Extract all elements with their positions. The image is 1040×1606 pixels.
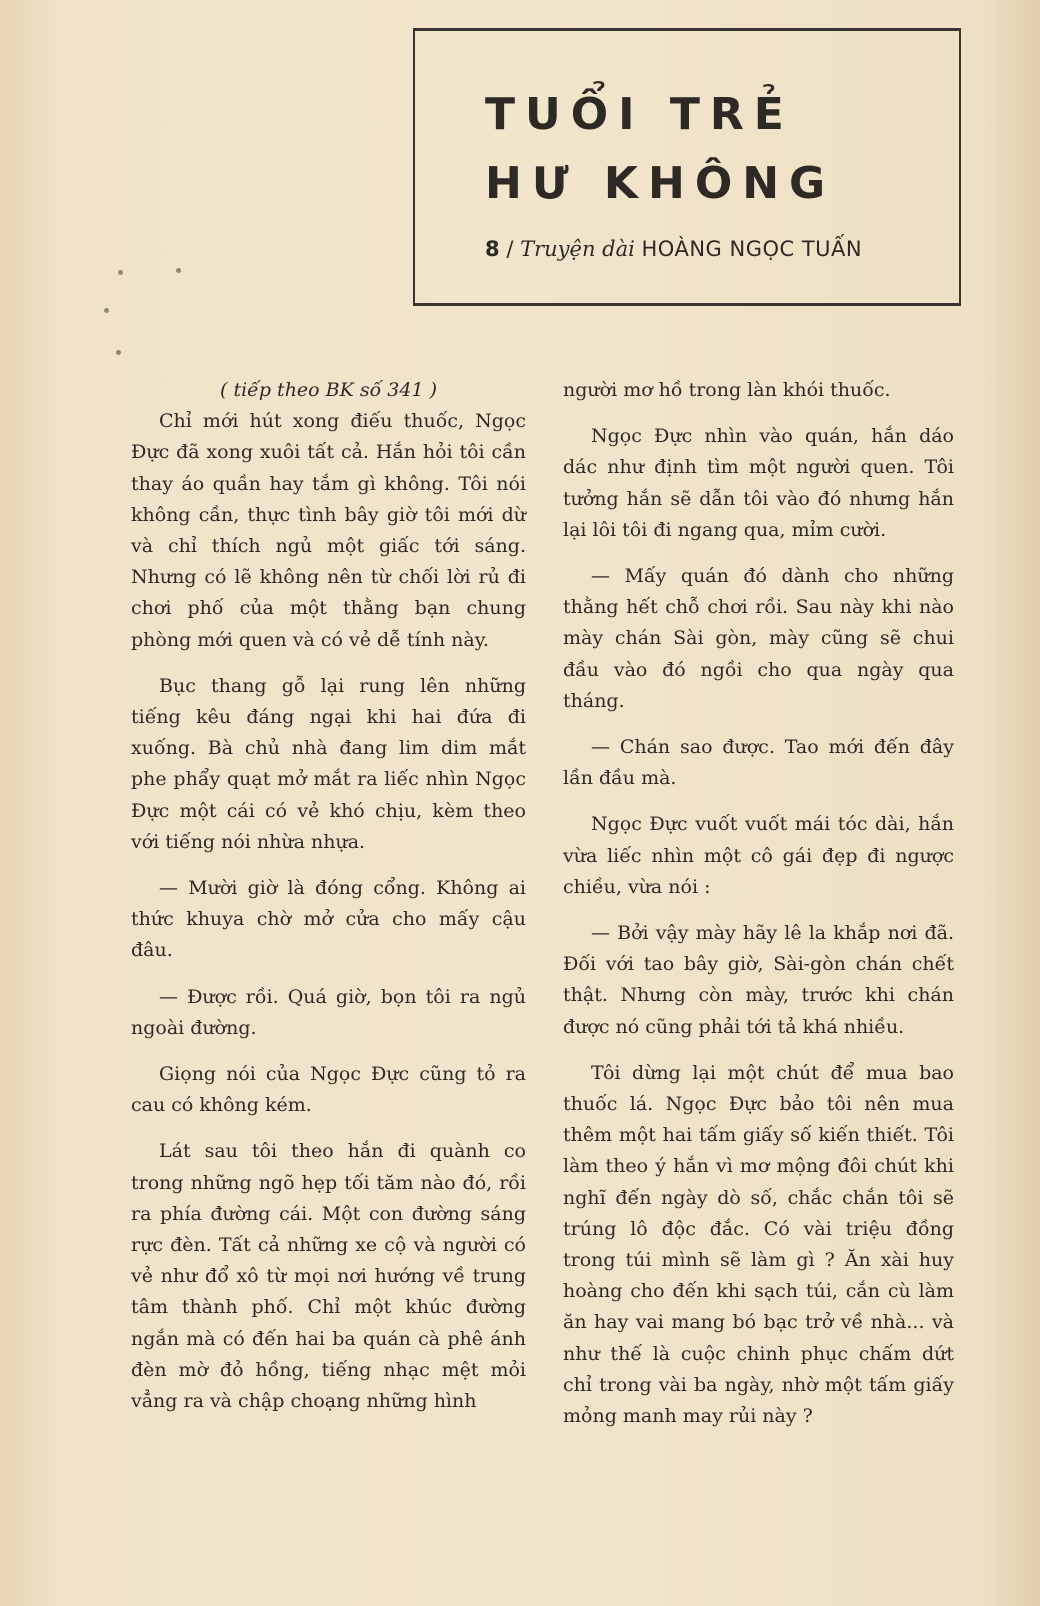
ink-spot	[116, 350, 121, 355]
paragraph: Lát sau tôi theo hắn đi quành co trong những ngõ hẹp tối tăm nào đó, rồi ra phía đường cái. Một con đường sáng rực đèn. Tất cả những xe cộ và người có vẻ như đổ xô từ mọi nơi hướng về trung tâm thành phố. Chỉ một khúc đường ngắn mà có đến hai ba quán cà phê ánh đèn mờ đỏ hồng, tiếng nhạc mệt mỏi vẳng ra và chập choạng những hình	[131, 1140, 526, 1413]
dialogue-paragraph: — Chán sao được. Tao mới đến đây lần đầu mà.	[563, 736, 954, 790]
ink-spot	[118, 270, 123, 275]
chapter-number: 8	[485, 237, 500, 261]
ink-spot	[176, 268, 181, 273]
title-line-2: HƯ KHÔNG	[485, 158, 836, 209]
paragraph: Ngọc Đực nhìn vào quán, hắn dáo dác như định tìm một người quen. Tôi tưởng hắn sẽ dẫn tôi vào đó nhưng hắn lại lôi tôi đi ngang qua, mỉm cười.	[563, 425, 954, 541]
dialogue-paragraph: — Mười giờ là đóng cổng. Không ai thức khuya chờ mở cửa cho mấy cậu đâu.	[131, 877, 526, 962]
author-name: HOÀNG NGỌC TUẤN	[641, 237, 863, 261]
paragraph: Bục thang gỗ lại rung lên những tiếng kêu đáng ngại khi hai đứa đi xuống. Bà chủ nhà đang lim dim mắt phe phẩy quạt mở mắt ra liếc nhìn Ngọc Đực một cái có vẻ khó chịu, kèm theo với tiếng nói nhừa nhựa.	[131, 674, 526, 853]
right-column	[563, 375, 954, 1447]
dialogue-paragraph: — Được rồi. Quá giờ, bọn tôi ra ngủ ngoài đường.	[131, 985, 526, 1039]
byline	[485, 237, 945, 261]
dialogue-paragraph: — Bởi vậy mày hãy lê la khắp nơi đã. Đối với tao bây giờ, Sài-gòn chán chết thật. Nhưng còn mày, trước khi chán được nó cũng phải tới tả khá nhiều.	[563, 922, 954, 1038]
genre-label: Truyện dài	[520, 237, 635, 261]
byline-separator: /	[506, 237, 514, 261]
paragraph: Chỉ mới hút xong điếu thuốc, Ngọc Đực đã xong xuôi tất cả. Hắn hỏi tôi cần thay áo quần hay tắm gì không. Tôi nói không cần, thực tình bây giờ tôi mới dừ và chỉ thích ngủ một giấc tới sáng. Nhưng có lẽ không nên từ chối lời rủ đi chơi phố của một thằng bạn chung phòng mới quen và có vẻ dễ tính này.	[131, 410, 526, 651]
title-frame	[413, 28, 961, 306]
paragraph: Tôi dừng lại một chút để mua bao thuốc lá. Ngọc Đực bảo tôi nên mua thêm một hai tấm giấy số kiến thiết. Tôi làm theo ý hắn vì mơ mộng đôi chút khi nghĩ đến ngày dò số, chắc chắn tôi sẽ trúng lô độc đắc. Có vài triệu đồng trong túi mình sẽ làm gì ? Ăn xài huy hoàng cho đến khi sạch túi, cắn cù làm ăn hay vai mang bó bạc trở về nhà... và như thế là cuộc chinh phục chấm dứt chỉ trong vài ba ngày, nhờ một tấm giấy mỏng manh may rủi này ?	[563, 1061, 954, 1428]
paragraph: Giọng nói của Ngọc Đực cũng tỏ ra cau có không kém.	[131, 1063, 526, 1117]
continued-line: người mơ hồ trong làn khói thuốc.	[563, 379, 891, 401]
paragraph: Ngọc Đực vuốt vuốt mái tóc dài, hắn vừa liếc nhìn một cô gái đẹp đi ngược chiều, vừa nói :	[563, 813, 954, 898]
left-column	[131, 375, 526, 1432]
dialogue-paragraph: — Mấy quán đó dành cho những thằng hết chỗ chơi rồi. Sau này khi nào mày chán Sài gòn, mày cũng sẽ chui đầu vào đó ngồi cho qua ngày qua tháng.	[563, 565, 954, 712]
continuation-note: ( tiếp theo BK số 341 )	[220, 379, 437, 401]
ink-spot	[104, 308, 109, 313]
title-line-1: TUỔI TRẺ	[485, 89, 794, 140]
